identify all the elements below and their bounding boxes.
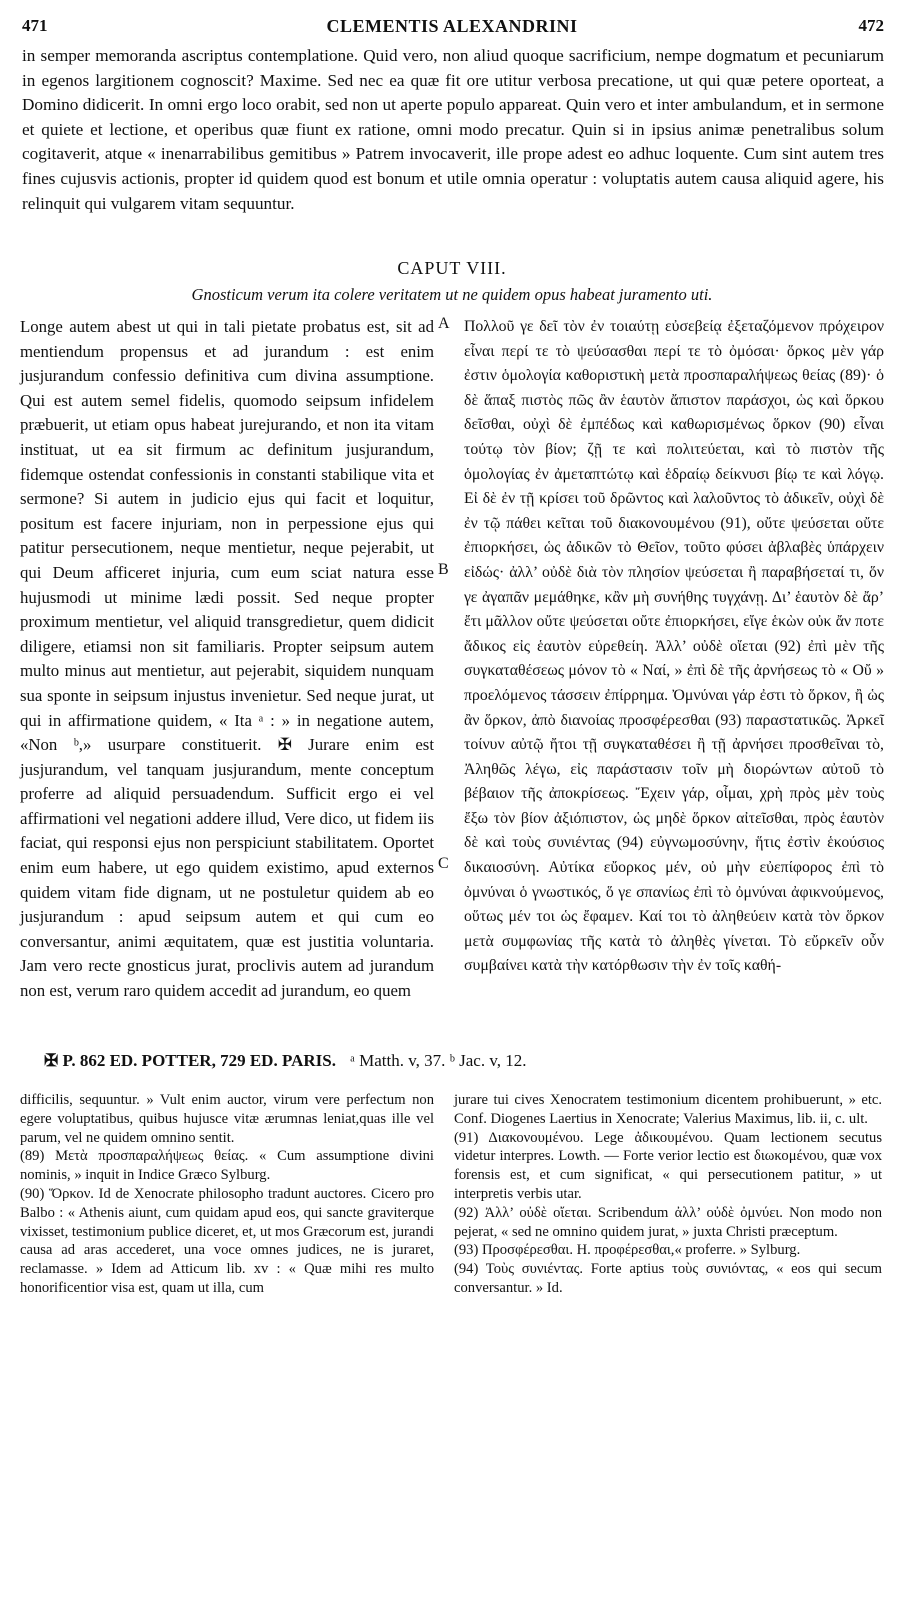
edition-reference: ✠ P. 862 ED. POTTER, 729 ED. PARIS. xyxy=(44,1051,336,1070)
intro-paragraph: in semper memoranda ascriptus contemplatione. Quid vero, non aliud quoque sacrificium, nempe dogmatum et pecuniarum in egenos largitionem cognoscit? Maxime. Sed nec ea quæ fit ore utitur verbosa precatione, ut qui quæ petere oporteat, a Domino didicerit. In omni ergo loco orabit, sed non ut aperte populo appareat. Quin vero et inter ambulandum, et in sermone et quiete et lectione, et operibus quæ fiunt ex ratione, omni modo precatur. Quin si in ipsius animæ penetralibus solum cogitaverit, atque « inenarrabilibus gemitibus » Patrem invocaverit, ille prope adest eo adhuc loquente. Cum sint autem tres fines cujusvis actionis, propter id quidem quod est bonum et utile omnia operatur : voluptatis autem causa aliquid agere, his relinquit qui vulgarem vitam sequuntur. xyxy=(22,46,884,213)
margin-letter-a: A xyxy=(438,315,450,332)
footnote: difficilis, sequuntur. » Vult enim auctor, virum vere perfectum non egere voluptatibus, quibus hujusce vitæ ærumnas leniat,quas ille vel parum, vel ne quidem omnino sentit. xyxy=(20,1092,434,1146)
footnotes-left-column xyxy=(20,1091,434,1298)
footnotes xyxy=(20,1091,884,1381)
scripture-references: ᵃ Matth. v, 37. ᵇ Jac. v, 12. xyxy=(350,1051,527,1070)
greek-column: Πολλοῦ γε δεῖ τὸν ἐν τοιαύτῃ εὐσεβείᾳ ἐξεταζόμενον πρόχειρον εἶναι περί τε τὸ ψεύσασθαι περί τε τὸ ὀμόσαι· ὅρκος μὲν γάρ ἐστιν ὁμολογία καθοριστικὴ μετὰ προσπαραλήψεως θείας (89)· ὁ δὲ ἅπαξ πιστὸς πῶς ἂν ἑαυτὸν ἄπιστον παράσχοι, ὡς καὶ ὅρκου δεῖσθαι, οὐχὶ δὲ ἐμπέδως καὶ καθωρισμένως ὅρκον (90) εἶναι τούτῳ τὸν βίον; ζῇ τε καὶ πολιτεύεται, καὶ τὸ πιστὸν τῆς ὁμολογίας ἐν ἀμεταπτώτῳ καὶ ἑδραίῳ δείκνυσι βίῳ τε καὶ λόγῳ. Εἰ δὲ ἐν τῇ κρίσει τοῦ δρῶντος καὶ λαλοῦντος τὸ ἀδικεῖν, οὐχὶ δὲ ἐν τῷ πάθει κεῖται τοῦ διακονουμένου (91), οὔτε ψεύσεται οὔτε ἐπιορκήσει, ὡς ἀδικῶν τὸ Θεῖον, τοῦτο φύσει ἀβλαβὲς ὑπάρχειν εἰδώς· ἀλλ’ οὐδὲ διὰ τὸν πλησίον ψεύσεται ἢ παραβήσεταί τι, ὅν γε ἀγαπᾶν μεμάθηκε, κἂν μὴ συνήθης τυγχάνῃ. Δι’ ἑαυτὸν δὲ ἄρ’ ἔτι μᾶλλον οὔτε ψεύσεται οὔτε ἐπιορκήσει, εἴγε ἑκὼν οὐκ ἄν ποτε ἄδικος εἰς ἑαυτὸν εὑρεθείη. Ἀλλ’ οὐδὲ οἴεται (92) ἐπὶ μὲν τῆς συγκαταθέσεως μόνον τὸ « Ναί, » ἐπὶ δὲ τῆς ἀρνήσεως τὸ « Οὔ » προελόμενος τάσσειν ἐπίρρημα. Ὀμνύναι γάρ ἐστι τὸ ὅρκον, ἢ ὡς ἂν ὅρκον, ἀπὸ διανοίας προσφέρεσθαι (93) παραστατικῶς. Ἀρκεῖ τοίνυν αὐτῷ ἤτοι τῇ συγκαταθέσει ἢ τῇ ἀρνήσει προσθεῖναι τὸ, Ἀληθῶς λέγω, εἰς παράστασιν τοῖν μὴ διορώντων αὐτοῦ τὸ βέβαιον τῆς ἀποκρίσεως. Ἔχειν γάρ, οἶμαι, χρὴ πρὸς μὲν τοὺς ἔξω τὸν βίον ἀξιόπιστον, ὡς μηδὲ ὅρκον αἰτεῖσθαι, πρὸς ἑαυτὸν δὲ καὶ τοὺς συνιέντας (94) εὐγνωμοσύνην, ἥτις ἐστὶν ἑκούσιος δικαιοσύνη. Αὐτίκα εὔορκος μέν, οὐ μὴν εὐεπίφορος ἐπὶ τὸ ὀμνύναι ὁ γνωστικός, ὅ γε σπανίως ἐπὶ τὸ ὀμνύναι ἀφικνούμενος, οὕτως μέν τοι ὡς ἔφαμεν. Καί τοι τὸ ἀληθεύειν κατὰ τὸν ὅρκον μετὰ συμφωνίας τῆς κατὰ τὸ ἀληθὲς γίνεται. Τὸ εὔρκεῖν οὖν συμβαίνει κατὰ τὴν κατόρθωσιν τὴν ἐν τοῖς καθή- xyxy=(464,318,884,975)
footnote: jurare tui cives Xenocratem testimonium dicentem prohibuerunt, » etc. Conf. Diogenes Laertius in Xenocrate; Valerius Maximus, lib. ii, c. ult. xyxy=(454,1092,882,1127)
footnote: (94) Τοὺς συνιέντας. Forte aptius τοὺς συνιόντας, « eos qui secum conversantur. » Id. xyxy=(454,1261,882,1296)
footnotes-right-column xyxy=(454,1091,882,1298)
page-number-left: 471 xyxy=(22,16,48,35)
parallel-text xyxy=(20,315,884,1031)
margin-letters xyxy=(438,315,460,1031)
edition-footline xyxy=(44,1051,884,1071)
page-number-right: 472 xyxy=(858,16,884,35)
margin-letter-b: B xyxy=(438,561,449,578)
footnote: (90) Ὅρκον. Id de Xenocrate philosopho tradunt auctores. Cicero pro Balbo : « Athenis aiunt, cum quidam apud eos, qui sancte graviterque vixisset, testimonium publice diceret, et, ut mos Græcorum est, jurandi causa ad aras accederet, una voce omnes judices, ne is juraret, reclamasse. » Idem ad Atticum lib. xv : « Quæ mihi res multo honorificentior visa est, quam ut illa, cum xyxy=(20,1185,434,1296)
footnote: (92) Ἀλλ’ οὐδὲ οἴεται. Scribendum ἀλλ’ οὐδὲ ὀμνύει. Non modo non pejerat, « sed ne omnino quidem jurat, » juxta Christi præceptum. xyxy=(454,1204,882,1240)
footnote: (91) Διακονουμένου. Lege ἀδικουμένου. Quam lectionem secutus videtur interpres. Lowth. — Forte verior lectio est διωκομένου, quæ vox forensis est, et cum significat, « qui persecutionem patitur, » ut interpretis verbis utar. xyxy=(454,1129,882,1202)
margin-letter-c: C xyxy=(438,855,449,872)
running-title: CLEMENTIS ALEXANDRINI xyxy=(326,16,578,36)
latin-column: Longe autem abest ut qui in tali pietate probatus est, sit ad mentiendum propensus et ad jurandum : est enim jusjurandum confessio definitiva cum divina assumptione. Qui est autem semel fidelis, quomodo seipsum infidelem præbuerit, ut etiam opus habeat jurejurando, et non ita vitam instituat, ut ea sit firmum ac definitum jusjurandum, fidemque ostendat confessionis in constanti stabilique vita et sermone? Si autem in judicio ejus qui facit et loquitur, positum est facere injuriam, non in perpessione ejus qui patitur persecutionem, neque mentietur, neque pejerabit, ut qui Deum afficeret injuria, cum eum sciat natura esse hujusmodi ut minime lædi possit. Sed neque propter proximum mentietur, vel aliquid transgredietur, quem didicit diligere, etiamsi non sit familiaris. Propter seipsum autem multo minus aut mentietur, aut pejerabit, siquidem nunquam sua sponte in seipsum injustus invenietur. Sed neque jurat, ut qui in affirmatione quidem, « Ita ᵃ : » in negatione autem, «Non ᵇ,» usurpare constituerit. ✠ Jurare enim est jusjurandum, vel tanquam jusjurandum, mente conceptum proferre ad aliquid persuadendum. Sufficit ergo ei vel affirmationi vel negationi addere illud, Vere dico, ut fidem iis faciat, qui responsi ejus non perspiciunt stabilitatem. Oportet enim eum habere, ut ego quidem existimo, apud externos quidem vitam fide dignam, ut ne postuletur quidem ab eo jusjurandum : apud seipsum autem et qui cum eo conversantur, animi æquitatem, quæ est justitia voluntaria. Jam vero recte gnosticus jurat, proclivis autem ad jurandum non est, verum raro quidem accedit ad jurandum, eo quem xyxy=(20,317,434,1001)
running-header xyxy=(20,10,884,44)
book-page xyxy=(20,10,884,1381)
footnote: (89) Μετὰ προσπαραλήψεως θείας. « Cum assumptione divini nominis, » inquit in Indice Græco Sylburg. xyxy=(20,1148,434,1184)
chapter-subtitle: Gnosticum verum ita colere veritatem ut ne quidem opus habeat juramento uti. xyxy=(191,285,713,304)
chapter-heading: CAPUT VIII. xyxy=(397,258,507,278)
footnote: (93) Προσφέρεσθαι. H. προφέρεσθαι,« proferre. » Sylburg. xyxy=(454,1242,801,1259)
